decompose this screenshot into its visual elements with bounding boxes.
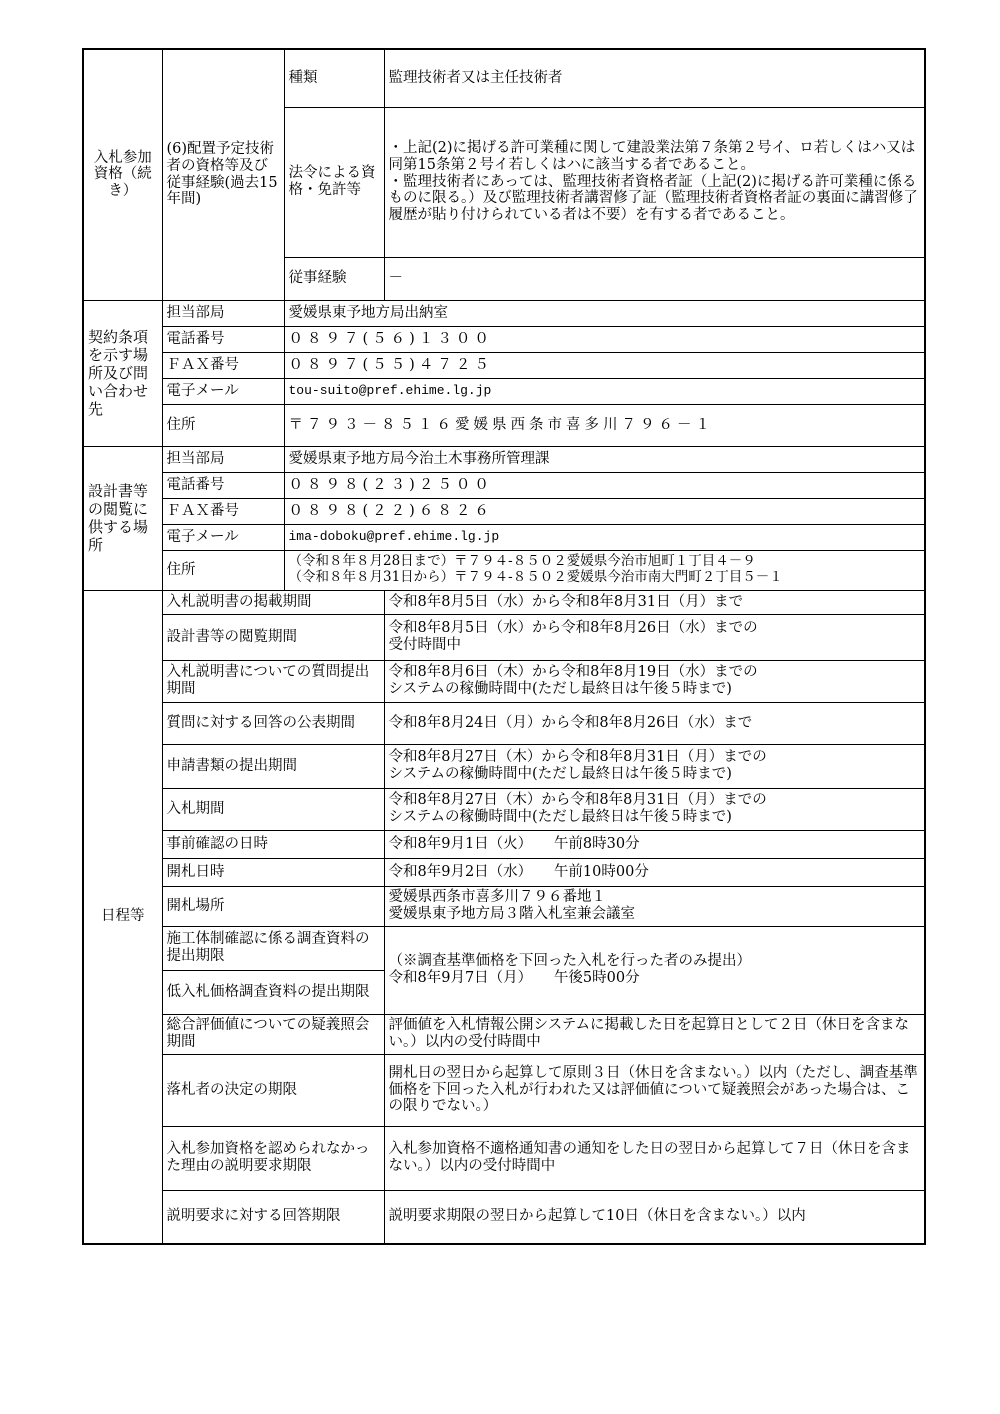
schedule-label: 入札説明書についての質問提出期間 (162, 660, 384, 702)
schedule-label: 落札者の決定の期限 (162, 1054, 384, 1126)
schedule-label: 入札説明書の掲載期間 (162, 590, 384, 614)
address-value: （令和８年８月28日まで）〒７９４-８５０２愛媛県今治市旭町１丁目４－９ （令和８年８月31日から）〒７９４-８５０２愛媛県今治市南大門町２丁目５－１ (284, 550, 925, 590)
schedule-value: 評価値を入札情報公開システムに掲載した日を起算日として２日（休日を含まない。）以内の受付時間中 (384, 1014, 925, 1054)
schedule-value: 令和8年8月24日（月）から令和8年8月26日（水）まで (384, 702, 925, 744)
schedule-value: 令和8年8月27日（木）から令和8年8月31日（月）までの システムの稼働時間中(ただし最終日は午後５時まで) (384, 744, 925, 788)
row-value: 愛媛県東予地方局出納室 (284, 300, 925, 326)
row-label: 電子メール (162, 378, 284, 404)
section-heading-qualification: 入札参加資格（続き） (83, 49, 162, 300)
row-label: 電話番号 (162, 326, 284, 352)
row-label: 電話番号 (162, 472, 284, 498)
schedule-value: 令和8年8月27日（木）から令和8年8月31日（月）までの システムの稼働時間中(ただし最終日は午後５時まで) (384, 788, 925, 830)
schedule-label: 施工体制確認に係る調査資料の提出期限 (162, 926, 384, 970)
phone-value: ０８９７(５６)１３００ (284, 326, 925, 352)
row-value: － (384, 257, 925, 300)
row-value: ・上記(2)に掲げる許可業種に関して建設業法第７条第２号イ、ロ若しくはハ又は同第15条第２号イ若しくはハに該当する者であること。 ・監理技術者にあっては、監理技術者資格者証（上記(2)に掲げる許可業種に係るものに限る。）及び監理技術者講習修了証（監理技術者資格者証の裏面に講習修了履歴が貼り付けられている者は不要）を有する者であること。 (384, 107, 925, 257)
bid-notice-table (82, 48, 926, 1245)
schedule-value: 令和8年9月1日（火） 午前8時30分 (384, 830, 925, 858)
schedule-value: 令和8年8月5日（水）から令和8年8月26日（水）までの 受付時間中 (384, 614, 925, 660)
row-value: 愛媛県東予地方局今治土木事務所管理課 (284, 446, 925, 472)
section-heading-schedule: 日程等 (83, 590, 162, 1244)
schedule-label: 入札参加資格を認められなかった理由の説明要求期限 (162, 1126, 384, 1190)
schedule-label: 事前確認の日時 (162, 830, 384, 858)
subheading-engineer-qualification: (6)配置予定技術者の資格等及び従事経験(過去15年間) (162, 49, 284, 300)
row-value: 監理技術者又は主任技術者 (384, 49, 925, 107)
row-label: 住所 (162, 404, 284, 446)
row-label: 法令による資格・免許等 (284, 107, 384, 257)
fax-value: ０８９８(２２)６８２６ (284, 498, 925, 524)
schedule-label: 低入札価格調査資料の提出期限 (162, 970, 384, 1014)
address-value: 〒７９３－８５１６愛媛県西条市喜多川７９６－１ (284, 404, 925, 446)
schedule-label: 申請書類の提出期間 (162, 744, 384, 788)
schedule-label: 開札場所 (162, 886, 384, 926)
section-heading-contract-contact: 契約条項を示す場所及び問い合わせ先 (83, 300, 162, 446)
schedule-label: 開札日時 (162, 858, 384, 886)
schedule-value: 愛媛県西条市喜多川７９６番地１ 愛媛県東予地方局３階入札室兼会議室 (384, 886, 925, 926)
schedule-value: 入札参加資格不適格通知書の通知をした日の翌日から起算して７日（休日を含まない。）以内の受付時間中 (384, 1126, 925, 1190)
phone-value: ０８９８(２３)２５００ (284, 472, 925, 498)
schedule-value: 令和8年8月5日（水）から令和8年8月31日（月）まで (384, 590, 925, 614)
row-label: 電子メール (162, 524, 284, 550)
schedule-value: 説明要求期限の翌日から起算して10日（休日を含まない。）以内 (384, 1190, 925, 1244)
fax-value: ０８９７(５５)４７２５ (284, 352, 925, 378)
schedule-value: （※調査基準価格を下回った入札を行った者のみ提出） 令和8年9月7日（月） 午後5時00分 (384, 926, 925, 1014)
section-heading-design-viewing: 設計書等の閲覧に供する場所 (83, 446, 162, 590)
schedule-label: 説明要求に対する回答期限 (162, 1190, 384, 1244)
row-label: ＦＡＸ番号 (162, 352, 284, 378)
schedule-value: 令和8年9月2日（水） 午前10時00分 (384, 858, 925, 886)
schedule-value: 開札日の翌日から起算して原則３日（休日を含まない。）以内（ただし、調査基準価格を下回った入札が行われた又は評価値について疑義照会があった場合は、この限りでない。） (384, 1054, 925, 1126)
schedule-label: 総合評価値についての疑義照会期間 (162, 1014, 384, 1054)
row-label: ＦＡＸ番号 (162, 498, 284, 524)
email-link[interactable]: tou-suito@pref.ehime.lg.jp (284, 378, 925, 404)
row-label: 担当部局 (162, 446, 284, 472)
schedule-label: 設計書等の閲覧期間 (162, 614, 384, 660)
row-label: 住所 (162, 550, 284, 590)
schedule-label: 入札期間 (162, 788, 384, 830)
row-label: 従事経験 (284, 257, 384, 300)
row-label: 担当部局 (162, 300, 284, 326)
schedule-label: 質問に対する回答の公表期間 (162, 702, 384, 744)
row-label: 種類 (284, 49, 384, 107)
email-link[interactable]: ima-doboku@pref.ehime.lg.jp (284, 524, 925, 550)
schedule-value: 令和8年8月6日（木）から令和8年8月19日（水）までの システムの稼働時間中(ただし最終日は午後５時まで) (384, 660, 925, 702)
